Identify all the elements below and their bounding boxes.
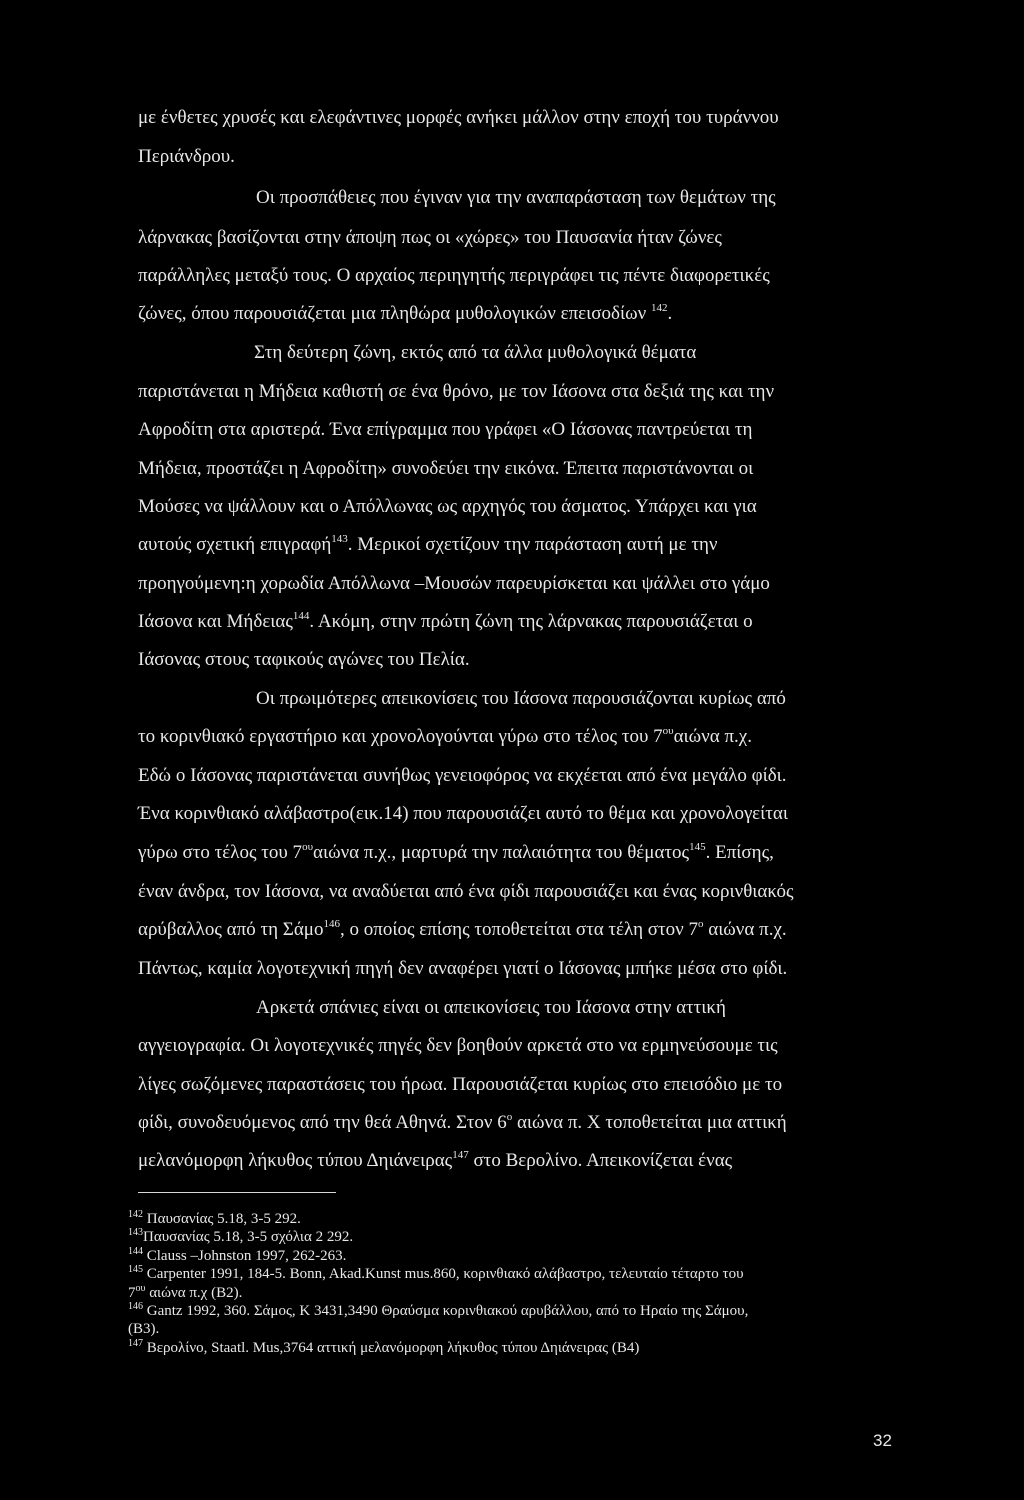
text-run: . Ακόμη, στην πρώτη ζώνη της λάρνακας παρουσιάζεται ο [309,611,753,632]
body-line: παράλληλες μεταξύ τους. Ο αρχαίος περιηγητής περιγράφει τις πέντε διαφορετικές [138,265,770,286]
footnote-number: 147 [128,1338,143,1349]
superscript: ο [697,918,704,930]
footnote-text: Βερολίνο, Staatl. Mus,3764 αττική μελανόμορφη λήκυθος τύπου Δηιάνειρας (B4) [143,1340,640,1356]
footnote-line [128,1228,353,1246]
body-line: Εδώ ο Ιάσονας παριστάνεται συνήθως γενειοφόρος να εκχέεται από ένα μεγάλο φίδι. [138,765,787,786]
body-line [138,533,717,557]
text-run: αιώνα π. Χ τοποθετείται μια αττική [512,1112,787,1133]
footnote-line [128,1284,242,1302]
footnote-number: 144 [128,1246,143,1257]
footnote-line [128,1210,301,1228]
footnote-number: 142 [128,1209,143,1220]
text-run: αιώνα π.χ. [703,919,787,940]
body-line: Αρκετά σπάνιες είναι οι απεικονίσεις του Ιάσονα στην αττική [256,997,726,1018]
page-number: 32 [873,1431,892,1450]
body-line [138,918,787,942]
text-run: Ιάσονα και Μήδειας [138,611,293,632]
body-line: με ένθετες χρυσές και ελεφάντινες μορφές ανήκει μάλλον στην εποχή του τυράννου [138,107,779,128]
footnote-line [128,1265,744,1283]
body-line: Αφροδίτη στα αριστερά. Ένα επίγραμμα που γράφει «Ο Ιάσονας παντρεύεται τη [138,419,753,440]
body-line: Περιάνδρου. [138,146,235,167]
superscript: 147 [452,1149,469,1161]
text-run: στο Βερολίνο. Απεικονίζεται ένας [468,1150,733,1171]
superscript: ου [135,1283,146,1294]
body-line: Πάντως, καμία λογοτεχνική πηγή δεν αναφέρει γιατί ο Ιάσονας μπήκε μέσα στο φίδι. [138,958,788,979]
body-line: αγγειογραφία. Οι λογοτεχνικές πηγές δεν βοηθούν αρκετά στο να ερμηνεύσουμε τις [138,1035,778,1056]
body-line: Στη δεύτερη ζώνη, εκτός από τα άλλα μυθολογικά θέματα [254,342,697,363]
text-run: . Μερικοί σχετίζουν την παράσταση αυτή με την [347,534,718,555]
body-line: λάρνακας βασίζονται στην άποψη πως οι «χώρες» του Παυσανία ήταν ζώνες [138,227,722,248]
footnote-number: 145 [128,1264,143,1275]
footnote-text: Παυσανίας 5.18, 3-5 292. [143,1211,301,1227]
text-run: . Επίσης, [705,842,774,863]
superscript: ου [302,841,314,853]
body-line: Οι πρωιμότερες απεικονίσεις του Ιάσονα παρουσιάζονται κυρίως από [256,688,786,709]
text-run: 7 [128,1285,136,1301]
superscript: 143 [331,533,348,545]
body-line: παριστάνεται η Μήδεια καθιστή σε ένα θρόνο, με τον Ιάσονα στα δεξιά της και την [138,381,775,402]
text-run: . [667,303,673,324]
body-line: Μούσες να ψάλλουν και ο Απόλλωνας ως αρχηγός του άσματος. Υπάρχει και για [138,496,757,517]
body-line [138,610,753,634]
body-line: προηγούμενη:η χορωδία Απόλλωνα –Μουσών παρευρίσκεται και ψάλλει στο γάμο [138,573,770,594]
footnote-text: Παυσανίας 5.18, 3-5 σχόλια 2 292. [143,1229,354,1245]
superscript: 142 [650,302,668,314]
footnote-number: 146 [128,1301,143,1312]
text-run: αιώνα π.χ., μαρτυρά την παλαιότητα του θέματος [313,842,690,863]
superscript: 146 [323,918,340,930]
superscript: 144 [292,610,310,622]
footnote-line [128,1302,748,1320]
text-run: αυτούς σχετική επιγραφή [138,534,332,555]
text-run: το κορινθιακό εργαστήριο και χρονολογούνται γύρω στο τέλος του 7 [138,726,663,747]
superscript: 145 [689,841,706,853]
footnote-line: (B3). [128,1321,160,1337]
body-line [138,302,672,326]
text-run: μελανόμορφη λήκυθος τύπου Δηιάνειρας [138,1150,453,1171]
body-line [138,841,774,865]
body-line: λίγες σωζόμενες παραστάσεις του ήρωα. Παρουσιάζεται κυρίως στο επεισόδιο με το [138,1074,783,1095]
text-run: γύρω στο τέλος του 7 [138,842,303,863]
footnote-text: Clauss –Johnston 1997, 262-263. [143,1248,347,1264]
footnote-line [128,1247,346,1265]
body-line: Ένα κορινθιακό αλάβαστρο(εικ.14) που παρουσιάζει αυτό το θέμα και χρονολογείται [138,803,788,824]
text-run: , ο οποίος επίσης τοποθετείται στα τέλη στον 7 [339,919,698,940]
text-run: φίδι, συνοδευόμενος από την θεά Αθηνά. Στον 6 [138,1112,507,1133]
footnote-text: Carpenter 1991, 184-5. Bonn, Akad.Kunst mus.860, κορινθιακό αλάβαστρο, τελευταίο τέταρτο του [143,1266,744,1282]
footnote-separator [138,1192,336,1193]
body-line: Μήδεια, προστάζει η Αφροδίτη» συνοδεύει την εικόνα. Έπειτα παριστάνονται οι [138,458,754,479]
text-run: ζώνες, όπου παρουσιάζεται μια πληθώρα μυθολογικών επεισοδίων [138,303,651,324]
body-line [138,1111,787,1135]
text-run: αρύβαλλος από τη Σάμο [138,919,324,940]
body-line: Οι προσπάθειες που έγιναν για την αναπαράσταση των θεμάτων της [256,187,776,208]
body-line [138,1149,732,1173]
superscript: ο [506,1111,513,1123]
body-line: έναν άνδρα, τον Ιάσονα, να αναδύεται από ένα φίδι παρουσιάζει και ένας κορινθιακός [138,881,794,902]
body-line: Ιάσονας στους ταφικούς αγώνες του Πελία. [138,649,470,670]
footnote-line [128,1339,639,1357]
footnote-number: 143 [128,1227,143,1238]
text-run: αιώνα π.χ. [673,726,752,747]
superscript: ου [662,725,674,737]
text-run: αιώνα π.χ (B2). [145,1285,243,1301]
body-line [138,725,752,749]
footnote-text: Gantz 1992, 360. Σάμος, Κ 3431,3490 Θραύσμα κορινθιακού αρυβάλλου, από το Ηραίο της Σάμου, [143,1303,749,1319]
